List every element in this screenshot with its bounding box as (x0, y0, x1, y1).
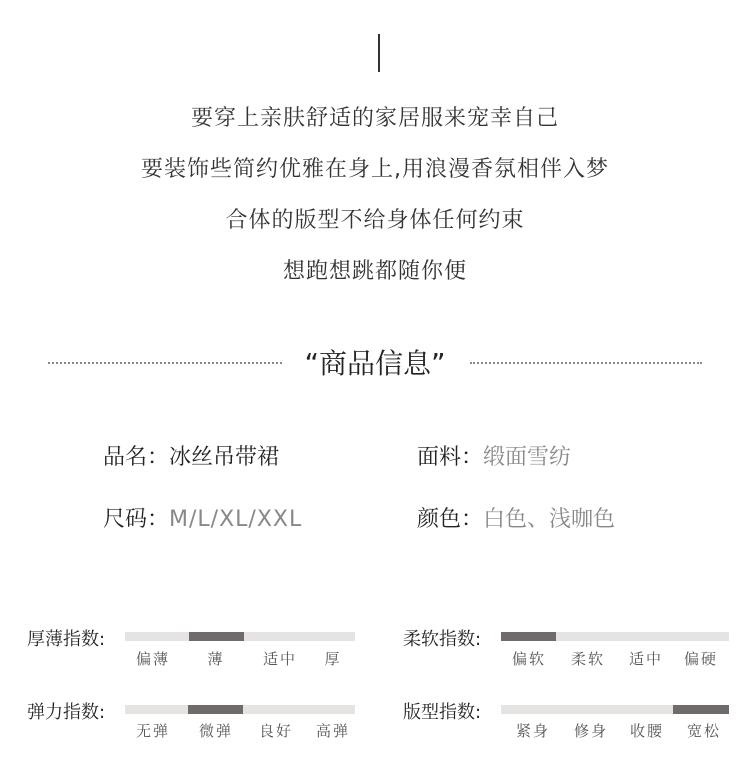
index-label-elasticity: 弹力指数: (27, 702, 106, 723)
index-track-fit (501, 705, 729, 714)
index-tick: 偏硬 (683, 650, 718, 668)
info-fabric-value: 缎面雪纺 (483, 445, 572, 470)
index-tick: 适中 (628, 650, 663, 668)
info-name-value: 冰丝吊带裙 (169, 445, 280, 470)
info-fabric (417, 440, 571, 471)
index-fill-softness (501, 632, 556, 641)
index-track-softness (501, 632, 729, 641)
info-fabric-key: 面料： (417, 445, 484, 470)
index-tick: 适中 (262, 650, 297, 668)
index-track-elasticity (125, 705, 355, 714)
index-fill-fit (673, 705, 729, 714)
index-label-softness: 柔软指数: (403, 629, 482, 650)
index-tick: 厚 (324, 650, 342, 668)
info-name (103, 440, 279, 471)
info-color-key: 颜色： (417, 507, 484, 532)
index-tick: 收腰 (629, 722, 664, 740)
intro-line-4: 想跑想跳都随你便 (282, 259, 467, 284)
section-title: “商品信息” (304, 347, 446, 380)
index-label-fit: 版型指数: (403, 702, 482, 723)
info-color (417, 502, 615, 533)
index-tick: 柔软 (570, 650, 605, 668)
index-tick: 薄 (207, 650, 225, 668)
info-name-key: 品名： (103, 445, 170, 470)
index-fill-elasticity (188, 705, 243, 714)
index-tick: 高弹 (315, 722, 350, 740)
index-tick: 修身 (573, 722, 608, 740)
index-tick: 偏软 (511, 650, 546, 668)
intro-line-2: 要装饰些简约优雅在身上,用浪漫香氛相伴入梦 (141, 157, 609, 182)
index-tick: 良好 (258, 722, 293, 740)
info-size-key: 尺码： (103, 507, 170, 532)
info-size (103, 502, 302, 533)
index-tick: 无弹 (135, 722, 170, 740)
index-tick: 紧身 (515, 722, 550, 740)
index-track-thickness (125, 632, 355, 641)
dotted-divider-right (470, 362, 702, 364)
index-tick: 微弹 (198, 722, 233, 740)
info-color-value: 白色、浅咖色 (483, 507, 616, 532)
intro-line-3: 合体的版型不给身体任何约束 (225, 208, 525, 233)
index-tick: 偏薄 (135, 650, 170, 668)
info-size-value: M/L/XL/XXL (169, 507, 303, 532)
intro-line-1: 要穿上亲肤舒适的家居服来宠幸自己 (190, 106, 559, 131)
index-tick: 宽松 (686, 722, 721, 740)
index-fill-thickness (189, 632, 244, 641)
index-label-thickness: 厚薄指数: (27, 629, 106, 650)
decorative-vertical-line (378, 34, 380, 72)
